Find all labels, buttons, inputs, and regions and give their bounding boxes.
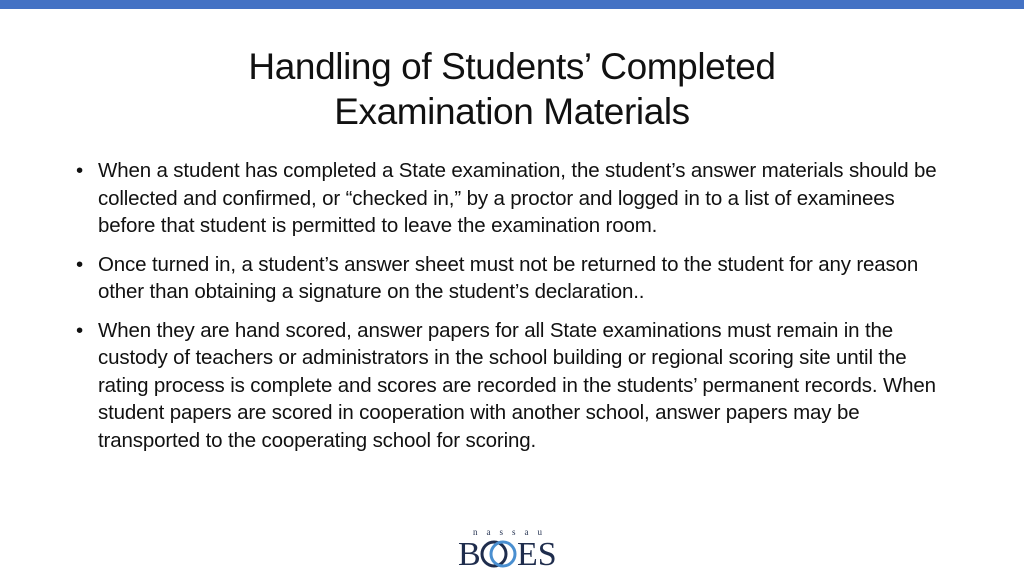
bullet-dot: • [76, 159, 84, 182]
bullet-dot: • [76, 252, 84, 276]
title-line-1: Handling of Students’ Completed [248, 46, 776, 87]
bullet-text: When a student has completed a State examination, the student’s answer materials should be collected and confirmed, or “checked in,” by a proctor and logged in to a list of examinees before that student is permitted to leave the examination room. [98, 159, 937, 237]
top-accent-bar [0, 0, 1024, 9]
boces-logo [456, 527, 568, 569]
bullet-item [76, 157, 956, 240]
svg-text:B: B [458, 536, 481, 569]
bullet-item [76, 251, 956, 306]
bullet-text: When they are hand scored, answer papers for all State examinations must remain in the custody of teachers or administrators in the school building or regional scoring site until the rating process is complete and scores are recorded in the students’ permanent records. When student papers are scored in cooperation with another school, answer papers may be transported to the cooperating school for scoring. [98, 318, 936, 452]
bullet-list [76, 157, 956, 465]
bullet-item [76, 317, 956, 455]
bullet-dot: • [76, 318, 84, 342]
logo-wordmark-icon [456, 536, 568, 569]
logo-small-text: nassau [473, 527, 551, 537]
title-line-2: Examination Materials [334, 91, 690, 132]
page-title [0, 44, 1024, 134]
bullet-text: Once turned in, a student’s answer sheet must not be returned to the student for any reason other than obtaining a signature on the student’s declaration.. [98, 252, 919, 303]
svg-text:ES: ES [517, 536, 557, 569]
